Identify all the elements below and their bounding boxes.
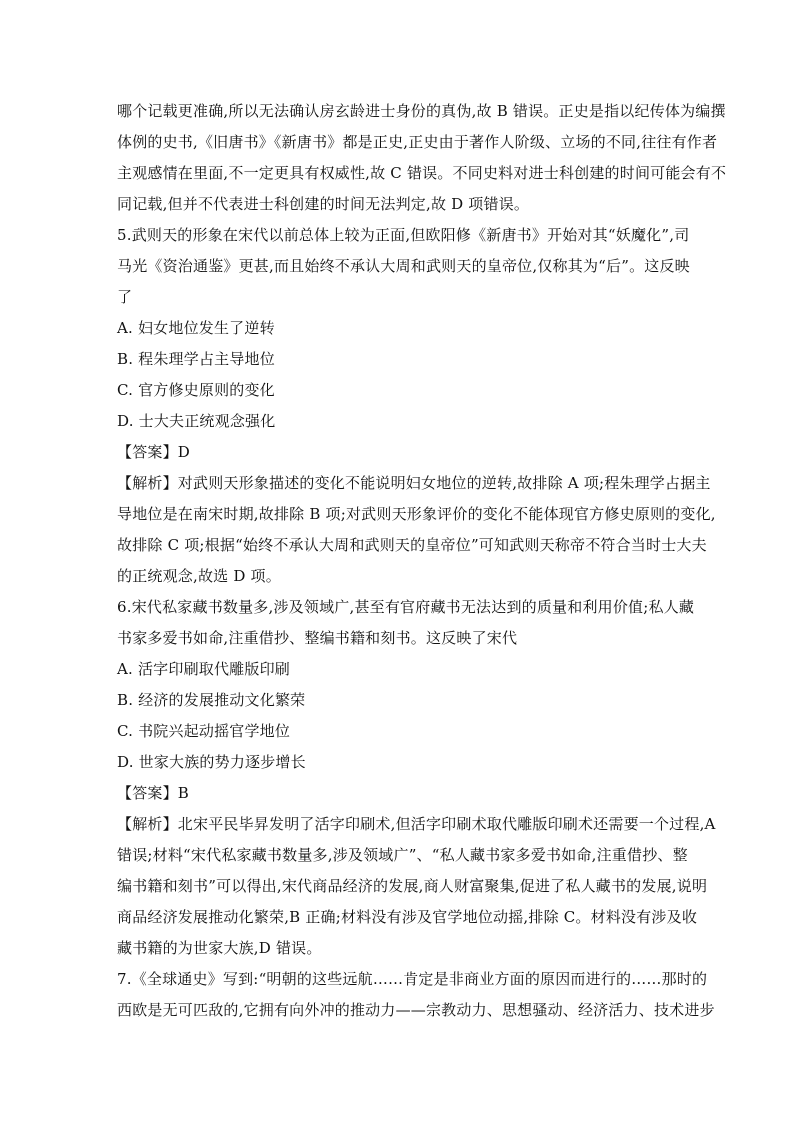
option-a: A. 活字印刷取代雕版印刷 <box>117 660 290 678</box>
option-c: C. 书院兴起动摇官学地位 <box>117 722 291 740</box>
analysis-line: 【解析】北宋平民毕昇发明了活字印刷术,但活字印刷术取代雕版印刷术还需要一个过程,A <box>117 815 716 833</box>
analysis-line: 藏书籍的为世家大族,D 错误。 <box>117 939 322 957</box>
text-line: 主观感情在里面,不一定更具有权威性,故 C 错误。不同史料对进士科创建的时间可能会有不 <box>117 164 727 182</box>
question-stem-line: 书家多爱书如命,注重借抄、整编书籍和刻书。这反映了宋代 <box>117 629 518 647</box>
analysis-line: 商品经济发展推动化繁荣,B 正确;材料没有涉及官学地位动摇,排除 C。材料没有涉及收 <box>117 908 698 926</box>
question-stem-line: 6.宋代私家藏书数量多,涉及领域广,甚至有官府藏书无法达到的质量和利用价值;私人藏 <box>117 598 695 616</box>
analysis-line: 编书籍和刻书”可以得出,宋代商品经济的发展,商人财富聚集,促进了私人藏书的发展,说明 <box>117 877 708 895</box>
question-7 <box>117 964 715 1026</box>
analysis-line: 故排除 C 项;根据“始终不承认大周和武则天的皇帝位”可知武则天称帝不符合当时士大夫 <box>117 536 707 554</box>
question-5 <box>117 220 716 592</box>
document-page <box>117 96 727 1026</box>
question-stem-line: 7.《全球通史》写到:“明朝的这些远航……肯定是非商业方面的原因而进行的……那时的 <box>117 970 708 988</box>
option-b: B. 经济的发展推动文化繁荣 <box>117 691 306 709</box>
question-stem-line: 西欧是无可匹敌的,它拥有向外冲的推动力——宗教动力、思想骚动、经济活力、技术进步 <box>117 1001 715 1019</box>
question-stem-line: 5.武则天的形象在宋代以前总体上较为正面,但欧阳修《新唐书》开始对其“妖魔化”,司 <box>117 226 690 244</box>
text-line: 体例的史书,《旧唐书》《新唐书》都是正史,正史由于著作人阶级、立场的不同,往往有作者 <box>117 133 718 151</box>
analysis-line: 错误;材料“宋代私家藏书数量多,涉及领域广”、“私人藏书家多爱书如命,注重借抄、整 <box>117 846 688 864</box>
analysis-line: 导地位是在南宋时期,故排除 B 项;对武则天形象评价的变化不能体现官方修史原则的变化, <box>117 505 716 523</box>
option-d: D. 士大夫正统观念强化 <box>117 412 276 430</box>
text-line: 同记载,但并不代表进士科创建的时间无法判定,故 D 项错误。 <box>117 195 530 213</box>
answer-label: 【答案】D <box>117 443 191 461</box>
question-6 <box>117 592 716 964</box>
answer-label: 【答案】B <box>117 784 190 802</box>
paragraph-intro <box>117 96 727 220</box>
question-stem-line: 了 <box>117 288 133 306</box>
question-stem-line: 马光《资治通鉴》更甚,而且始终不承认大周和武则天的皇帝位,仅称其为“后”。这反映 <box>117 257 690 275</box>
option-d: D. 世家大族的势力逐步增长 <box>117 753 306 771</box>
analysis-line: 【解析】对武则天形象描述的变化不能说明妇女地位的逆转,故排除 A 项;程朱理学占据主 <box>117 474 711 492</box>
analysis-line: 的正统观念,故选 D 项。 <box>117 567 281 585</box>
text-line: 哪个记载更准确,所以无法确认房玄龄进士身份的真伪,故 B 错误。正史是指以纪传体为编撰 <box>117 102 726 120</box>
option-a: A. 妇女地位发生了逆转 <box>117 319 275 337</box>
option-b: B. 程朱理学占主导地位 <box>117 350 275 368</box>
option-c: C. 官方修史原则的变化 <box>117 381 275 399</box>
